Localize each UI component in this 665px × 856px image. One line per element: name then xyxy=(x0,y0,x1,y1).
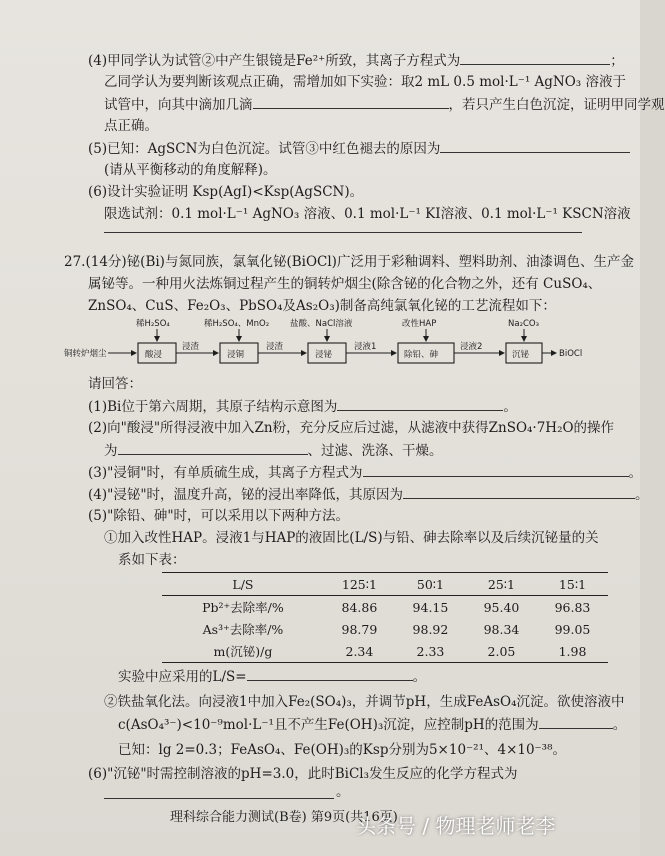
flow-box-1 xyxy=(138,343,176,363)
watermark: 头条号 / 物理老师老李 xyxy=(356,814,556,838)
table-cell: 2.33 xyxy=(395,640,466,663)
flow-box-5 xyxy=(506,343,542,363)
flow-box-2-label: 浸铜 xyxy=(227,350,245,360)
part-2-line-2: 为 、过滤、洗涤、干燥。 xyxy=(104,440,443,461)
part-5-method-1: ①加入改性HAP。浸液1与HAP的液固比(L/S)与铅、砷去除率以及后续沉铋量的关 xyxy=(104,530,599,546)
q27-intro-3: ZnSO₄、CuS、Fe₂O₃、PbSO₄及As₂O₃)制备高纯氯氧化铋的工艺流程如下： xyxy=(88,298,556,314)
q4-line-3: 试管中，向其中滴加几滴 ，若只产生白色沉淀，证明甲同学观 xyxy=(104,94,665,115)
flow-reagent-2: 稀H₂SO₄、MnO₂ xyxy=(204,319,270,329)
q5-line-1: (5)已知：AgSCN为白色沉淀。试管③中红色褪去的原因为 xyxy=(88,138,630,159)
table-row-label: As³⁺去除率/% xyxy=(202,622,284,637)
flow-reagent-3: 盐酸、NaCl溶液 xyxy=(290,319,353,329)
table-row xyxy=(162,640,608,663)
table-cell: 99.05 xyxy=(554,621,591,637)
flow-mid-4: 浸液2 xyxy=(460,342,483,352)
table-cell: 96.83 xyxy=(554,599,591,615)
table-row xyxy=(162,618,608,640)
q6-line-1: (6)设计实验证明 Ksp(AgI)<Ksp(AgSCN)。 xyxy=(88,184,364,200)
table-cell: 95.40 xyxy=(483,599,520,615)
q6-answer-line xyxy=(104,232,582,233)
part-5-method-1-cont: 系如下表： xyxy=(118,552,186,568)
flow-box-3 xyxy=(308,343,346,363)
flow-reagent-4: 改性HAP xyxy=(402,319,437,329)
part-6: (6)"沉铋"时需控制溶液的pH=3.0，此时BiCl₃发生反应的化学方程式为 xyxy=(88,766,518,782)
table-cell: 98.34 xyxy=(483,621,520,637)
flow-box-4 xyxy=(398,343,454,363)
part-6-end: 。 xyxy=(336,784,350,800)
q5-line-2: (请从平衡移动的角度解释)。 xyxy=(104,162,277,178)
flow-box-3-label: 浸铋 xyxy=(315,350,333,360)
table-cell: 94.15 xyxy=(412,599,449,615)
q6-line-2: 限选试剂：0.1 mol·L⁻¹ AgNO₃ 溶液、0.1 mol·L⁻¹ KI溶液、0.1 mol·L⁻¹ KSCN溶液 xyxy=(104,206,631,222)
table-header-cell: 125∶1 xyxy=(324,573,395,596)
ls-data-table xyxy=(162,572,608,663)
flow-box-5-label: 沉铋 xyxy=(512,350,530,360)
table-row-label: m(沉铋)/g xyxy=(162,640,324,663)
flow-reagent-1: 稀H₂SO₄ xyxy=(136,319,170,329)
q4-line-4: 点正确。 xyxy=(104,118,158,134)
flow-reagent-5: Na₂CO₃ xyxy=(508,319,540,329)
flow-box-2 xyxy=(220,343,258,363)
table-row xyxy=(162,596,608,619)
flow-product: BiOCl xyxy=(559,349,583,359)
table-cell: 98.92 xyxy=(412,621,449,637)
part-2-line-1: (2)向"酸浸"所得浸液中加入Zn粉，充分反应后过滤，从滤液中获得ZnSO₄·7H₂O的操作 xyxy=(88,420,615,436)
ask-label: 请回答： xyxy=(88,376,142,392)
part-4: (4)"浸铋"时，温度升高，铋的浸出率降低，其原因为 。 xyxy=(88,484,649,505)
table-header-cell: 50∶1 xyxy=(395,573,466,596)
table-header-row xyxy=(162,573,608,596)
flow-box-1-label: 酸浸 xyxy=(145,350,163,360)
q27-intro-2: 属铋等。一种用火法炼铜过程产生的铜转炉烟尘(除含铋的化合物之外，还有 CuSO₄、 xyxy=(88,276,602,292)
table-header-cell: L/S xyxy=(162,573,324,596)
part-5: (5)"除铅、砷"时，可以采用以下两种方法。 xyxy=(88,508,350,524)
table-header-cell: 25∶1 xyxy=(466,573,537,596)
part-6-answer-line xyxy=(104,798,334,799)
part-5-method-2: ②铁盐氧化法。向浸液1中加入Fe₂(SO₄)₃，并调节pH，生成FeAsO₄沉淀。欲使溶液中 xyxy=(104,694,625,710)
flow-mid-3: 浸液1 xyxy=(354,342,377,352)
table-cell: 98.79 xyxy=(341,621,378,637)
q27-intro-1: 27.(14分)铋(Bi)与氮同族，氯氧化铋(BiOCl)广泛用于彩釉调料、塑料助剂、油漆调色、生产金 xyxy=(64,254,634,270)
table-cell: 2.34 xyxy=(324,640,395,663)
table-header-cell: 15∶1 xyxy=(537,573,608,596)
flow-start: 铜转炉烟尘 xyxy=(64,349,107,359)
table-cell: 1.98 xyxy=(537,640,608,663)
q4-line-2: 乙同学认为要判断该观点正确，需增加如下实验：取2 mL 0.5 mol·L⁻¹ AgNO₃ 溶液于 xyxy=(104,74,627,90)
part-5-given: 已知：lg 2=0.3；FeAsO₄、Fe(OH)₃的Ksp分别为5×10⁻²¹、4×10⁻³⁸。 xyxy=(118,742,567,758)
table-cell: 2.05 xyxy=(466,640,537,663)
flow-box-4-label: 除铅、砷 xyxy=(404,350,439,360)
q4-line-1: (4)甲同学认为试管②中产生银镜是Fe²⁺所致，其离子方程式为 ； xyxy=(88,50,624,71)
page-footer: 理科综合能力测试(B卷) 第9页(共16页) xyxy=(170,810,398,825)
table-row-label: Pb²⁺去除率/% xyxy=(202,600,284,615)
part-5-ls-answer: 实验中应采用的L/S= 。 xyxy=(118,666,426,687)
part-5-method-2-cont: c(AsO₄³⁻)<10⁻⁹mol·L⁻¹且不产生Fe(OH)₃沉淀，应控制pH的范围为 。 xyxy=(118,714,626,735)
flow-mid-2: 浸渣 xyxy=(266,342,284,352)
part-1: (1)Bi位于第六周期，其原子结构示意图为 。 xyxy=(88,396,517,417)
table-cell: 84.86 xyxy=(341,599,378,615)
flow-mid-1: 浸渣 xyxy=(182,342,200,352)
part-3: (3)"浸铜"时，有单质硫生成，其离子方程式为 。 xyxy=(88,462,642,483)
